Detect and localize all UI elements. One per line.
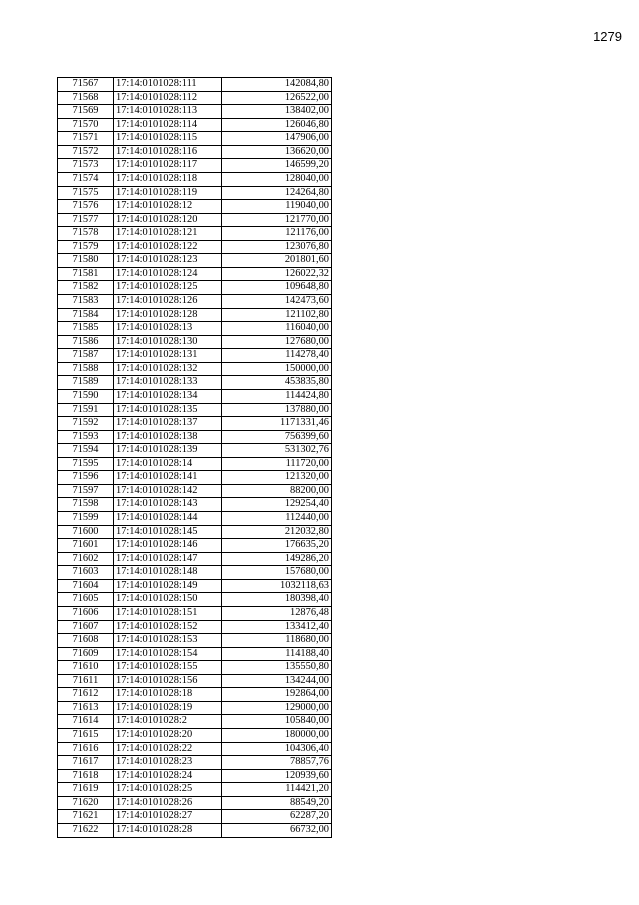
- table-row: [58, 308, 332, 322]
- table-row: [58, 322, 332, 336]
- record-value: 157680,00: [222, 566, 332, 580]
- record-value: 62287,20: [222, 810, 332, 824]
- record-number: 71618: [58, 769, 114, 783]
- record-value: 111720,00: [222, 457, 332, 471]
- table-row: [58, 593, 332, 607]
- record-value: 126522,00: [222, 91, 332, 105]
- table-row: [58, 172, 332, 186]
- record-number: 71588: [58, 362, 114, 376]
- cadastral-number: 17:14:0101028:114: [114, 118, 222, 132]
- cadastral-number: 17:14:0101028:132: [114, 362, 222, 376]
- record-number: 71604: [58, 579, 114, 593]
- record-number: 71605: [58, 593, 114, 607]
- record-number: 71578: [58, 227, 114, 241]
- record-value: 142473,60: [222, 295, 332, 309]
- table-row: [58, 227, 332, 241]
- record-number: 71586: [58, 335, 114, 349]
- cadastral-number: 17:14:0101028:142: [114, 484, 222, 498]
- record-value: 114188,40: [222, 647, 332, 661]
- cadastral-number: 17:14:0101028:13: [114, 322, 222, 336]
- cadastral-number: 17:14:0101028:18: [114, 688, 222, 702]
- table-row: [58, 756, 332, 770]
- record-value: 135550,80: [222, 661, 332, 675]
- table-row: [58, 742, 332, 756]
- table-row: [58, 444, 332, 458]
- record-number: 71602: [58, 552, 114, 566]
- cadastral-number: 17:14:0101028:25: [114, 783, 222, 797]
- record-number: 71599: [58, 512, 114, 526]
- page-number: 1279: [593, 29, 622, 44]
- record-number: 71601: [58, 539, 114, 553]
- cadastral-number: 17:14:0101028:120: [114, 213, 222, 227]
- table-row: [58, 105, 332, 119]
- record-value: 129000,00: [222, 701, 332, 715]
- record-number: 71583: [58, 295, 114, 309]
- cadastral-number: 17:14:0101028:116: [114, 145, 222, 159]
- record-value: 120939,60: [222, 769, 332, 783]
- record-number: 71603: [58, 566, 114, 580]
- table-row: [58, 674, 332, 688]
- record-number: 71592: [58, 417, 114, 431]
- cadastral-number: 17:14:0101028:123: [114, 254, 222, 268]
- cadastral-number: 17:14:0101028:117: [114, 159, 222, 173]
- table-row: [58, 267, 332, 281]
- cadastral-number: 17:14:0101028:115: [114, 132, 222, 146]
- table-row: [58, 145, 332, 159]
- record-number: 71594: [58, 444, 114, 458]
- table-row: [58, 240, 332, 254]
- cadastral-number: 17:14:0101028:144: [114, 512, 222, 526]
- record-value: 114278,40: [222, 349, 332, 363]
- record-value: 121102,80: [222, 308, 332, 322]
- record-value: 12876,48: [222, 606, 332, 620]
- cadastral-number: 17:14:0101028:152: [114, 620, 222, 634]
- table-row: [58, 159, 332, 173]
- cadastral-number: 17:14:0101028:113: [114, 105, 222, 119]
- cadastral-number: 17:14:0101028:150: [114, 593, 222, 607]
- record-number: 71581: [58, 267, 114, 281]
- record-number: 71567: [58, 78, 114, 92]
- cadastral-number: 17:14:0101028:126: [114, 295, 222, 309]
- cadastral-number: 17:14:0101028:22: [114, 742, 222, 756]
- record-number: 71585: [58, 322, 114, 336]
- record-value: 128040,00: [222, 172, 332, 186]
- table-row: [58, 552, 332, 566]
- record-number: 71577: [58, 213, 114, 227]
- record-value: 121320,00: [222, 471, 332, 485]
- table-row: [58, 281, 332, 295]
- record-value: 121770,00: [222, 213, 332, 227]
- record-number: 71595: [58, 457, 114, 471]
- record-value: 453835,80: [222, 376, 332, 390]
- record-number: 71576: [58, 200, 114, 214]
- cadastral-number: 17:14:0101028:2: [114, 715, 222, 729]
- table-row: [58, 254, 332, 268]
- record-number: 71612: [58, 688, 114, 702]
- record-number: 71589: [58, 376, 114, 390]
- record-value: 531302,76: [222, 444, 332, 458]
- table-row: [58, 403, 332, 417]
- record-number: 71572: [58, 145, 114, 159]
- cadastral-number: 17:14:0101028:23: [114, 756, 222, 770]
- records-table-body: [58, 78, 332, 838]
- record-value: 118680,00: [222, 634, 332, 648]
- record-number: 71571: [58, 132, 114, 146]
- record-value: 123076,80: [222, 240, 332, 254]
- record-number: 71619: [58, 783, 114, 797]
- record-value: 146599,20: [222, 159, 332, 173]
- cadastral-number: 17:14:0101028:12: [114, 200, 222, 214]
- table-row: [58, 132, 332, 146]
- record-number: 71584: [58, 308, 114, 322]
- cadastral-number: 17:14:0101028:149: [114, 579, 222, 593]
- table-row: [58, 484, 332, 498]
- record-value: 176635,20: [222, 539, 332, 553]
- table-row: [58, 335, 332, 349]
- record-number: 71608: [58, 634, 114, 648]
- record-number: 71574: [58, 172, 114, 186]
- cadastral-number: 17:14:0101028:151: [114, 606, 222, 620]
- cadastral-number: 17:14:0101028:147: [114, 552, 222, 566]
- record-number: 71617: [58, 756, 114, 770]
- table-row: [58, 701, 332, 715]
- record-number: 71568: [58, 91, 114, 105]
- cadastral-number: 17:14:0101028:118: [114, 172, 222, 186]
- table-row: [58, 525, 332, 539]
- table-row: [58, 118, 332, 132]
- record-value: 133412,40: [222, 620, 332, 634]
- cadastral-number: 17:14:0101028:20: [114, 729, 222, 743]
- record-number: 71621: [58, 810, 114, 824]
- record-number: 71593: [58, 430, 114, 444]
- table-row: [58, 471, 332, 485]
- table-row: [58, 783, 332, 797]
- record-value: 136620,00: [222, 145, 332, 159]
- table-row: [58, 729, 332, 743]
- table-row: [58, 349, 332, 363]
- cadastral-number: 17:14:0101028:133: [114, 376, 222, 390]
- cadastral-number: 17:14:0101028:24: [114, 769, 222, 783]
- record-number: 71609: [58, 647, 114, 661]
- table-row: [58, 430, 332, 444]
- cadastral-number: 17:14:0101028:121: [114, 227, 222, 241]
- cadastral-number: 17:14:0101028:125: [114, 281, 222, 295]
- record-value: 212032,80: [222, 525, 332, 539]
- record-number: 71598: [58, 498, 114, 512]
- table-row: [58, 647, 332, 661]
- table-row: [58, 796, 332, 810]
- record-number: 71579: [58, 240, 114, 254]
- record-value: 112440,00: [222, 512, 332, 526]
- record-number: 71590: [58, 389, 114, 403]
- cadastral-number: 17:14:0101028:146: [114, 539, 222, 553]
- table-row: [58, 457, 332, 471]
- cadastral-number: 17:14:0101028:111: [114, 78, 222, 92]
- record-number: 71569: [58, 105, 114, 119]
- cadastral-number: 17:14:0101028:19: [114, 701, 222, 715]
- table-row: [58, 186, 332, 200]
- record-value: 114424,80: [222, 389, 332, 403]
- record-value: 1171331,46: [222, 417, 332, 431]
- cadastral-number: 17:14:0101028:124: [114, 267, 222, 281]
- table-row: [58, 606, 332, 620]
- record-number: 71622: [58, 823, 114, 837]
- record-value: 150000,00: [222, 362, 332, 376]
- table-row: [58, 512, 332, 526]
- table-row: [58, 498, 332, 512]
- cadastral-number: 17:14:0101028:145: [114, 525, 222, 539]
- record-number: 71591: [58, 403, 114, 417]
- record-number: 71573: [58, 159, 114, 173]
- record-number: 71587: [58, 349, 114, 363]
- table-row: [58, 823, 332, 837]
- table-row: [58, 376, 332, 390]
- record-value: 126022,32: [222, 267, 332, 281]
- record-number: 71607: [58, 620, 114, 634]
- record-value: 180000,00: [222, 729, 332, 743]
- cadastral-number: 17:14:0101028:14: [114, 457, 222, 471]
- table-row: [58, 810, 332, 824]
- cadastral-number: 17:14:0101028:130: [114, 335, 222, 349]
- record-value: 142084,80: [222, 78, 332, 92]
- table-row: [58, 78, 332, 92]
- table-row: [58, 362, 332, 376]
- record-number: 71620: [58, 796, 114, 810]
- record-number: 71582: [58, 281, 114, 295]
- table-row: [58, 417, 332, 431]
- cadastral-number: 17:14:0101028:131: [114, 349, 222, 363]
- record-value: 119040,00: [222, 200, 332, 214]
- table-row: [58, 634, 332, 648]
- table-row: [58, 295, 332, 309]
- records-table: [57, 77, 332, 838]
- cadastral-number: 17:14:0101028:135: [114, 403, 222, 417]
- record-number: 71575: [58, 186, 114, 200]
- record-number: 71611: [58, 674, 114, 688]
- cadastral-number: 17:14:0101028:137: [114, 417, 222, 431]
- cadastral-number: 17:14:0101028:155: [114, 661, 222, 675]
- record-value: 116040,00: [222, 322, 332, 336]
- record-number: 71596: [58, 471, 114, 485]
- record-value: 124264,80: [222, 186, 332, 200]
- table-row: [58, 715, 332, 729]
- table-row: [58, 566, 332, 580]
- record-value: 137880,00: [222, 403, 332, 417]
- table-row: [58, 620, 332, 634]
- table-row: [58, 769, 332, 783]
- cadastral-number: 17:14:0101028:143: [114, 498, 222, 512]
- record-value: 149286,20: [222, 552, 332, 566]
- record-number: 71570: [58, 118, 114, 132]
- record-value: 134244,00: [222, 674, 332, 688]
- cadastral-number: 17:14:0101028:138: [114, 430, 222, 444]
- record-value: 126046,80: [222, 118, 332, 132]
- record-number: 71616: [58, 742, 114, 756]
- record-value: 88200,00: [222, 484, 332, 498]
- cadastral-number: 17:14:0101028:26: [114, 796, 222, 810]
- table-row: [58, 200, 332, 214]
- table-row: [58, 579, 332, 593]
- table-row: [58, 389, 332, 403]
- table-row: [58, 688, 332, 702]
- record-number: 71615: [58, 729, 114, 743]
- table-row: [58, 213, 332, 227]
- record-value: 121176,00: [222, 227, 332, 241]
- record-value: 104306,40: [222, 742, 332, 756]
- record-value: 756399,60: [222, 430, 332, 444]
- record-value: 147906,00: [222, 132, 332, 146]
- cadastral-number: 17:14:0101028:28: [114, 823, 222, 837]
- cadastral-number: 17:14:0101028:27: [114, 810, 222, 824]
- cadastral-number: 17:14:0101028:128: [114, 308, 222, 322]
- record-number: 71597: [58, 484, 114, 498]
- record-number: 71600: [58, 525, 114, 539]
- cadastral-number: 17:14:0101028:148: [114, 566, 222, 580]
- table-row: [58, 539, 332, 553]
- cadastral-number: 17:14:0101028:156: [114, 674, 222, 688]
- cadastral-number: 17:14:0101028:119: [114, 186, 222, 200]
- record-number: 71606: [58, 606, 114, 620]
- cadastral-number: 17:14:0101028:134: [114, 389, 222, 403]
- record-value: 88549,20: [222, 796, 332, 810]
- record-value: 201801,60: [222, 254, 332, 268]
- record-number: 71614: [58, 715, 114, 729]
- record-value: 192864,00: [222, 688, 332, 702]
- record-value: 129254,40: [222, 498, 332, 512]
- cadastral-number: 17:14:0101028:141: [114, 471, 222, 485]
- cadastral-number: 17:14:0101028:139: [114, 444, 222, 458]
- cadastral-number: 17:14:0101028:122: [114, 240, 222, 254]
- record-number: 71580: [58, 254, 114, 268]
- record-value: 78857,76: [222, 756, 332, 770]
- cadastral-number: 17:14:0101028:154: [114, 647, 222, 661]
- record-number: 71610: [58, 661, 114, 675]
- record-number: 71613: [58, 701, 114, 715]
- record-value: 114421,20: [222, 783, 332, 797]
- record-value: 1032118,63: [222, 579, 332, 593]
- cadastral-number: 17:14:0101028:112: [114, 91, 222, 105]
- table-row: [58, 91, 332, 105]
- record-value: 180398,40: [222, 593, 332, 607]
- table-row: [58, 661, 332, 675]
- record-value: 105840,00: [222, 715, 332, 729]
- record-value: 138402,00: [222, 105, 332, 119]
- cadastral-number: 17:14:0101028:153: [114, 634, 222, 648]
- record-value: 127680,00: [222, 335, 332, 349]
- record-value: 109648,80: [222, 281, 332, 295]
- record-value: 66732,00: [222, 823, 332, 837]
